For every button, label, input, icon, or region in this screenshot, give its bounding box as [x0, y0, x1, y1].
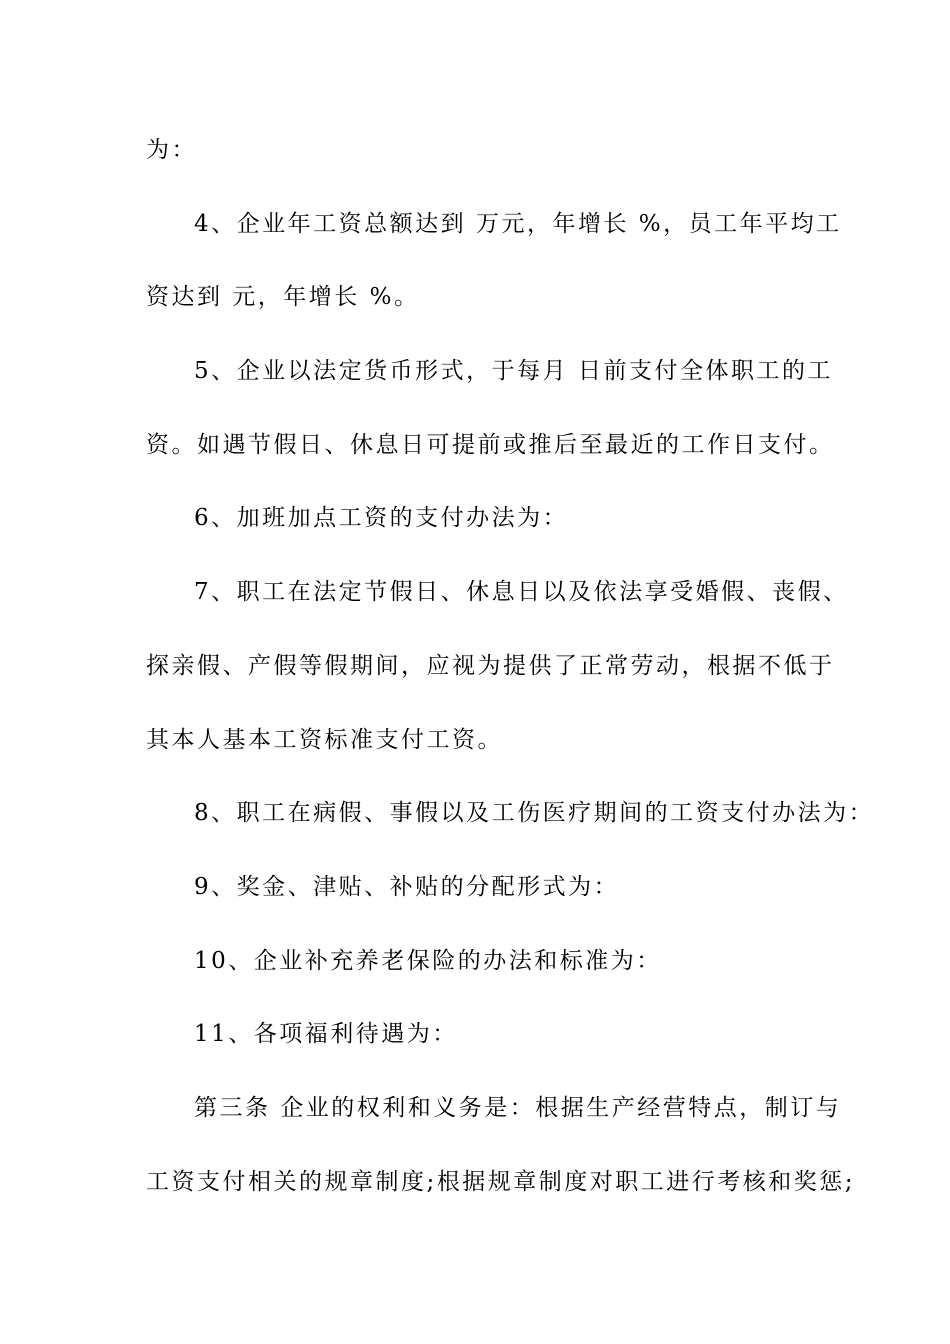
text-line-15: 工资支付相关的规章制度;根据规章制度对职工进行考核和奖惩; [146, 1168, 855, 1195]
text-line-6: 6、加班加点工资的支付办法为： [194, 505, 569, 532]
text-line-3: 资达到 元，年增长 %。 [146, 284, 420, 311]
text-line-9: 其本人基本工资标准支付工资。 [146, 726, 503, 753]
text-line-8: 探亲假、产假等假期间，应视为提供了正常劳动，根据不低于 [146, 652, 835, 679]
text-line-11: 9、奖金、津贴、补贴的分配形式为： [194, 873, 620, 900]
text-line-10: 8、职工在病假、事假以及工伤医疗期间的工资支付办法为： [194, 800, 875, 827]
text-line-12: 10、企业补充养老保险的办法和标准为： [194, 947, 662, 974]
text-line-1: 为： [146, 137, 197, 163]
document-body [146, 132, 875, 1237]
text-line-14: 第三条 企业的权利和义务是：根据生产经营特点，制订与 [194, 1094, 842, 1121]
text-line-2: 4、企业年工资总额达到 万元，年增长 %，员工年平均工 [194, 210, 842, 237]
text-line-5: 资。如遇节假日、休息日可提前或推后至最近的工作日支付。 [146, 431, 835, 458]
text-line-4: 5、企业以法定货币形式，于每月 日前支付全体职工的工 [194, 358, 833, 385]
text-line-13: 11、各项福利待遇为： [194, 1021, 458, 1048]
text-line-7: 7、职工在法定节假日、休息日以及依法享受婚假、丧假、 [194, 579, 849, 606]
